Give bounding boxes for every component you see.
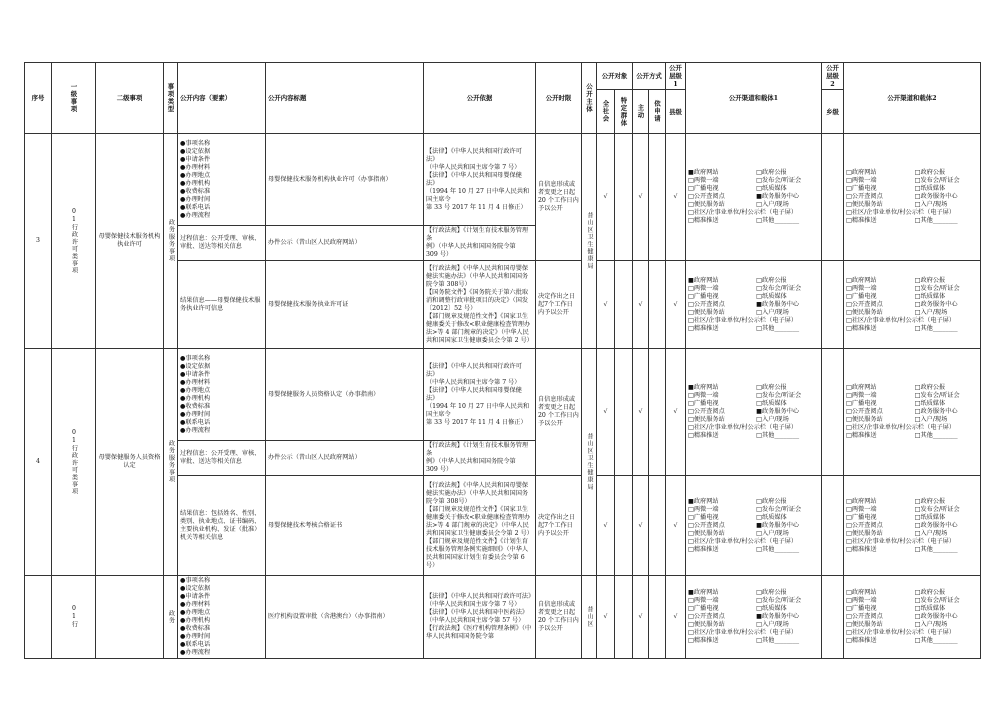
channel-option: □广播电视 xyxy=(846,513,877,521)
bullet-item: ●办理机构 xyxy=(180,394,211,402)
content-bullets-cell xyxy=(178,576,266,659)
check-specific xyxy=(615,134,633,261)
channel-option xyxy=(915,317,978,325)
channel-option: □纸质媒体 xyxy=(914,605,946,612)
check-county: √ xyxy=(666,349,686,476)
channel-option: □其他________ xyxy=(914,637,958,644)
channel-checklist xyxy=(846,589,978,645)
channel-option: □政府网站 xyxy=(846,589,877,596)
channel-option: □政府网站 xyxy=(846,276,877,284)
check-request xyxy=(649,576,666,659)
channel-checklist xyxy=(688,277,819,333)
level2-cell: 母婴保健服务人员资格认定 xyxy=(96,349,164,576)
seq-cell xyxy=(25,576,52,659)
channel-option: □公开查阅点 xyxy=(688,408,725,415)
header-audience-specific: 特定群体 xyxy=(615,90,633,134)
channel-option: □政府网站 xyxy=(846,169,877,176)
bullet-item: ●收费标准 xyxy=(180,187,211,195)
check-county: √ xyxy=(666,261,686,349)
bullet-item: ●办理机构 xyxy=(180,617,211,624)
check-all: √ xyxy=(597,576,615,659)
bullet-item: ●申请条件 xyxy=(180,155,211,163)
channel-option: □公开查阅点 xyxy=(688,613,725,620)
bullet-item: ●办理地点 xyxy=(180,609,211,616)
channels1-cell xyxy=(686,476,822,576)
channel-option: □入户/现场 xyxy=(914,621,948,628)
channel-option xyxy=(915,424,978,432)
channel-checklist xyxy=(688,384,819,440)
header-item-type: 事项类型 xyxy=(164,63,178,134)
item-type-cell: 政务服务事项 xyxy=(164,349,178,576)
channel-option: □政务服务中心 xyxy=(914,300,958,308)
content-cell: 结果信息：包括姓名、性别、类别、执业地点、证书编码、主要执业机构、发证（批准）机关等相关信息 xyxy=(178,476,266,576)
check-request xyxy=(649,349,666,476)
check-active: √ xyxy=(633,576,649,659)
channel-checklist xyxy=(688,169,819,225)
channels2-cell xyxy=(844,349,981,476)
channel-option: □社区/企事业单位/村公示栏（电子屏） xyxy=(846,629,956,636)
content-title-cell: 母婴保健技术服务机构执业许可（办事指南） xyxy=(266,134,424,226)
bullet-item: ●设定依据 xyxy=(180,362,211,370)
header-tier2: 公开层级2 xyxy=(822,63,844,90)
bullet-item: ●办理地点 xyxy=(180,171,211,179)
channel-option: □公开查阅点 xyxy=(846,300,883,308)
period-cell: 决定作出之日起7个工作日内予以公开 xyxy=(536,476,582,576)
channel-option: □公开查阅点 xyxy=(688,521,725,529)
bullet-item: ●办理时间 xyxy=(180,410,211,418)
channel-checklist xyxy=(846,169,978,225)
content-title-cell: 医疗机构设置审批（含港澳台）（办事指南） xyxy=(266,576,424,659)
channel-option: □发布会/听证会 xyxy=(756,392,802,399)
bullet-item: ●办理地点 xyxy=(180,386,211,394)
table-row xyxy=(25,134,981,226)
channel-option: □入户/现场 xyxy=(756,529,789,537)
bullet-item: ●办理时间 xyxy=(180,633,211,640)
check-specific xyxy=(615,576,633,659)
check-active: √ xyxy=(633,261,649,349)
channel-option xyxy=(756,317,819,325)
channel-option: □社区/企事业单位/村公示栏（电子屏） xyxy=(688,316,798,324)
channel-option xyxy=(756,424,819,432)
channel-option: □广播电视 xyxy=(846,605,877,612)
channel-option: □政府公报 xyxy=(914,589,946,596)
channel-option: □政务服务中心 xyxy=(914,613,958,620)
header-subject: 公开主体 xyxy=(582,63,597,134)
header-content: 公开内容（要素） xyxy=(178,63,266,134)
header-tier1-county: 县级 xyxy=(666,90,686,134)
content-title-cell: 母婴保健服务人员资格认定（办事指南） xyxy=(266,349,424,441)
channel-option: □精准推送 xyxy=(846,637,877,644)
channel-option: □其他________ xyxy=(756,432,800,439)
item-type-cell: 政务 xyxy=(164,576,178,659)
content-bullets-cell xyxy=(178,349,266,441)
table-row xyxy=(25,576,981,659)
header-tier1: 公开层级1 xyxy=(666,63,686,90)
bullet-list xyxy=(180,140,263,220)
check-specific xyxy=(615,349,633,476)
bullet-item: ●事项名称 xyxy=(180,354,211,362)
channel-option xyxy=(915,538,978,546)
basis-cell: 【行政法规】《中华人民共和国母婴保健法实施办法》（中华人民共和国国务院令第 308号） 【国务院文件】《国务院关于第六批取消和调整行政审批项目的决定》（国发〔2012〕52 号） 【部门规章及规范性文件】《国家卫生健康委关于修改<职业健康检查管理办法>等 4 部门规章的决定》（中华人民共和国国家卫生健康委员会令第 2 号） xyxy=(424,261,536,349)
channel-option: □社区/企事业单位/村公示栏（电子屏） xyxy=(688,424,798,431)
channel-option: ■政府网站 xyxy=(688,589,719,596)
channel-option: □入户/现场 xyxy=(914,201,948,208)
channel-option: □纸质媒体 xyxy=(756,605,787,612)
table-body xyxy=(25,134,981,659)
channels1-cell xyxy=(686,261,822,349)
level1-cell: 01行政许可类事项 xyxy=(52,134,96,349)
channel-option: □政府公报 xyxy=(756,497,787,505)
channel-option: □发布会/听证会 xyxy=(914,597,960,604)
channel-option: □精准推送 xyxy=(688,432,719,439)
channels2-cell xyxy=(844,261,981,349)
channel-option: □广播电视 xyxy=(846,292,877,300)
channel-option: □发布会/听证会 xyxy=(756,597,802,604)
channels1-cell xyxy=(686,576,822,659)
bullet-list xyxy=(180,577,263,657)
channel-option: □便民服务站 xyxy=(846,529,883,537)
channel-option: □两微一端 xyxy=(846,597,877,604)
channels1-cell xyxy=(686,134,822,261)
channel-checklist xyxy=(688,498,819,554)
channel-option: □纸质媒体 xyxy=(756,400,787,407)
channel-option: □社区/企事业单位/村公示栏（电子屏） xyxy=(846,537,956,545)
content-title-cell: 母婴保健技术服务执业许可证 xyxy=(266,261,424,349)
channel-option: □社区/企事业单位/村公示栏（电子屏） xyxy=(846,209,956,216)
channel-option: □其他________ xyxy=(756,545,800,553)
header-basis: 公开依据 xyxy=(424,63,536,134)
basis-cell: 【行政法规】《中华人民共和国母婴保健法实施办法》（中华人民共和国国务院令第 308号） 【部门规章及规范性文件】《国家卫生健康委关于修改<职业健康检查管理办法>等 4 部门规章的决定》（中华人民共和国国家卫生健康委员会令第 2 号） 【部门规章及规范性文件】《计划生育技术服务管理条例实施细则》（中华人民共和国国家计划生育委员会令第 6 号） xyxy=(424,476,536,576)
channel-option: □公开查阅点 xyxy=(846,521,883,529)
channel-option: □便民服务站 xyxy=(846,416,883,423)
channel-option: ■政府网站 xyxy=(688,384,719,391)
channel-option: □广播电视 xyxy=(688,513,719,521)
check-active: √ xyxy=(633,349,649,476)
header-tier2-town: 乡级 xyxy=(822,90,844,134)
channel-checklist xyxy=(846,277,978,333)
channel-option: □便民服务站 xyxy=(688,621,725,628)
seq-cell: 3 xyxy=(25,134,52,349)
check-town xyxy=(822,476,844,576)
channel-option: □其他________ xyxy=(914,545,958,553)
header-level1: 一级事项 xyxy=(52,63,96,134)
channel-option: □纸质媒体 xyxy=(914,513,946,521)
channel-option: □其他________ xyxy=(914,432,958,439)
channel-option: □两微一端 xyxy=(846,284,877,292)
bullet-item: ●联系电话 xyxy=(180,418,211,426)
channel-option: □社区/企事业单位/村公示栏（电子屏） xyxy=(688,209,798,216)
channel-option xyxy=(915,629,978,637)
channel-option: □纸质媒体 xyxy=(756,185,787,192)
channel-option: □发布会/听证会 xyxy=(914,284,960,292)
check-town xyxy=(822,261,844,349)
bullet-item: ●办理机构 xyxy=(180,179,211,187)
channel-option: □便民服务站 xyxy=(846,308,883,316)
level2-cell: 母婴保健技术服务机构执业许可 xyxy=(96,134,164,349)
bullet-item: ●设定依据 xyxy=(180,585,211,592)
check-all: √ xyxy=(597,134,615,261)
channel-option: □精准推送 xyxy=(846,432,877,439)
channel-option: □便民服务站 xyxy=(688,529,725,537)
channel-option: □其他________ xyxy=(756,324,800,332)
check-town xyxy=(822,134,844,261)
content-cell: 过程信息：公开受理、审核、审批、送达等相关信息 xyxy=(178,226,266,261)
channel-option: □政府公报 xyxy=(914,169,946,176)
channel-option: □入户/现场 xyxy=(914,416,948,423)
channel-option: ■政务服务中心 xyxy=(756,521,800,529)
bullet-item: ●事项名称 xyxy=(180,139,211,147)
bullet-item: ●申请条件 xyxy=(180,370,211,378)
bullet-item: ●联系电话 xyxy=(180,203,211,211)
channels1-cell xyxy=(686,349,822,476)
channel-option: □便民服务站 xyxy=(846,201,883,208)
header-level2: 二级事项 xyxy=(96,63,164,134)
channel-option: □两微一端 xyxy=(846,392,877,399)
channel-option: ■政务服务中心 xyxy=(756,193,800,200)
channel-option: □两微一端 xyxy=(688,177,719,184)
channel-option: □便民服务站 xyxy=(688,308,725,316)
bullet-item: ●办理材料 xyxy=(180,601,211,608)
basis-cell: 【法律】《中华人民共和国行政许可法》 （中华人民共和国主席令第 7 号） 【法律】《中华人民共和国母婴保健法》 （1994 年 10 月 27 日中华人民共和国主席令 第 33 号 2017 年 11 月 4 日修正） xyxy=(424,349,536,441)
check-active: √ xyxy=(633,476,649,576)
content-title-cell: 母婴保健技术考核合格证书 xyxy=(266,476,424,576)
bullet-item: ●联系电话 xyxy=(180,641,211,648)
channel-option: □政府公报 xyxy=(914,497,946,505)
channel-option: □公开查阅点 xyxy=(846,613,883,620)
channel-option xyxy=(756,538,819,546)
bullet-item: ●办理材料 xyxy=(180,163,211,171)
check-request xyxy=(649,261,666,349)
channel-option: □入户/现场 xyxy=(756,416,789,423)
channel-option: □政府公报 xyxy=(756,589,787,596)
check-request xyxy=(649,476,666,576)
disclosure-standard-table xyxy=(24,62,981,659)
channel-option: □精准推送 xyxy=(846,545,877,553)
header-channels2: 公开渠道和载体2 xyxy=(844,63,981,134)
channel-option: ■政府网站 xyxy=(688,497,719,505)
basis-cell: 【行政法规】《计划生育技术服务管理条 例》（中华人民共和国国务院令第 309 号） xyxy=(424,441,536,476)
channel-option: □入户/现场 xyxy=(756,621,789,628)
channel-option: □发布会/听证会 xyxy=(914,505,960,513)
channel-option: □两微一端 xyxy=(846,505,877,513)
channel-option: ■政府网站 xyxy=(688,169,719,176)
check-all: √ xyxy=(597,349,615,476)
bullet-item: ●收费标准 xyxy=(180,402,211,410)
channel-option: □精准推送 xyxy=(688,324,719,332)
header-content-title: 公开内容标题 xyxy=(266,63,424,134)
period-cell: 自信息形成或者变更之日起 20 个工作日内予以公开 xyxy=(536,349,582,476)
channel-option: □其他________ xyxy=(756,217,800,224)
channel-option: □政务服务中心 xyxy=(914,193,958,200)
basis-cell: 【行政法规】《计划生育技术服务管理条 例》（中华人民共和国国务院令第 309 号） xyxy=(424,226,536,261)
channel-option: □入户/现场 xyxy=(756,201,789,208)
channel-option: ■政府网站 xyxy=(688,276,719,284)
header-method: 公开方式 xyxy=(633,63,666,90)
check-specific xyxy=(615,261,633,349)
channel-option: □广播电视 xyxy=(846,185,877,192)
channel-option: □政府公报 xyxy=(756,169,787,176)
check-active: √ xyxy=(633,134,649,261)
channel-option: ■政务服务中心 xyxy=(756,300,800,308)
channel-option: □其他________ xyxy=(756,637,800,644)
channel-option: □精准推送 xyxy=(688,545,719,553)
channel-option: □便民服务站 xyxy=(688,416,725,423)
check-county: √ xyxy=(666,476,686,576)
item-type-cell: 政务服务事项 xyxy=(164,134,178,349)
channel-option: □纸质媒体 xyxy=(914,185,946,192)
channel-option: ■政务服务中心 xyxy=(756,613,800,620)
channel-option: □广播电视 xyxy=(688,400,719,407)
content-title-cell: 办件公示（昔山区人民政府网站） xyxy=(266,441,424,476)
check-county: √ xyxy=(666,576,686,659)
basis-cell: 【法律】《中华人民共和国行政许可法》 （中华人民共和国主席令第 7 号） 【法律】《中华人民共和国母婴保健法》 （1994 年 10 月 27 日中华人民共和国主席令 第 33 号 2017 年 11 月 4 日修正） xyxy=(424,134,536,226)
channel-option: □发布会/听证会 xyxy=(914,177,960,184)
channel-option: □公开查阅点 xyxy=(846,193,883,200)
channel-option: □社区/企事业单位/村公示栏（电子屏） xyxy=(846,316,956,324)
check-request xyxy=(649,134,666,261)
channel-option: □政务服务中心 xyxy=(914,521,958,529)
content-bullets-cell xyxy=(178,134,266,226)
channel-checklist xyxy=(688,589,819,645)
channel-option: □入户/现场 xyxy=(756,308,789,316)
level1-cell: 01行政许可类事项 xyxy=(52,349,96,576)
channel-option: □政务服务中心 xyxy=(914,408,958,415)
bullet-item: ●办理流程 xyxy=(180,211,211,219)
channel-option: □精准推送 xyxy=(688,217,719,224)
channel-option xyxy=(915,209,978,217)
channel-option: □纸质媒体 xyxy=(914,400,946,407)
seq-cell: 4 xyxy=(25,349,52,576)
channel-option: □发布会/听证会 xyxy=(756,177,802,184)
header-audience: 公开对象 xyxy=(597,63,633,90)
header-period: 公开时限 xyxy=(536,63,582,134)
bullet-item: ●办理材料 xyxy=(180,378,211,386)
channel-option: □入户/现场 xyxy=(914,308,948,316)
content-cell: 结果信息——母婴保健技术服务执业许可信息 xyxy=(178,261,266,349)
content-cell: 过程信息：公开受理、审核、审批、送达等相关信息 xyxy=(178,441,266,476)
period-cell: 自信息形成或者变更之日起 20 个工作日内予以公开 xyxy=(536,134,582,261)
channel-option: □其他________ xyxy=(914,217,958,224)
subject-cell: 昔山区卫生健康局 xyxy=(582,134,597,349)
channel-checklist xyxy=(846,498,978,554)
channel-option: □两微一端 xyxy=(688,505,719,513)
subject-cell: 昔山区卫生健康局 xyxy=(582,349,597,576)
channel-option: □便民服务站 xyxy=(688,201,725,208)
channel-option: □公开查阅点 xyxy=(688,193,725,200)
channel-option: □广播电视 xyxy=(688,185,719,192)
period-cell: 自信息形成或者变更之日起 20 个工作日内予以公开 xyxy=(536,576,582,659)
channel-option: □广播电视 xyxy=(688,292,719,300)
channel-option: □便民服务站 xyxy=(846,621,883,628)
channel-option: □社区/企事业单位/村公示栏（电子屏） xyxy=(846,424,956,431)
check-town xyxy=(822,576,844,659)
channel-option: □两微一端 xyxy=(688,392,719,399)
subject-cell: 昔山区 xyxy=(582,576,597,659)
channel-option: □其他________ xyxy=(914,324,958,332)
channel-option: □纸质媒体 xyxy=(756,513,787,521)
channel-option: ■政务服务中心 xyxy=(756,408,800,415)
channel-option: □两微一端 xyxy=(846,177,877,184)
channel-option: □公开查阅点 xyxy=(688,300,725,308)
channel-checklist xyxy=(846,384,978,440)
check-all: √ xyxy=(597,476,615,576)
channel-option: □纸质媒体 xyxy=(756,292,787,300)
channel-option: □社区/企事业单位/村公示栏（电子屏） xyxy=(688,537,798,545)
channel-option: □政府公报 xyxy=(756,276,787,284)
check-all: √ xyxy=(597,261,615,349)
bullet-item: ●办理流程 xyxy=(180,426,211,434)
level1-cell: 01行 xyxy=(52,576,96,659)
channel-option: □精准推送 xyxy=(846,217,877,224)
header-channels1: 公开渠道和载体1 xyxy=(686,63,822,134)
table-row xyxy=(25,349,981,441)
channel-option: □两微一端 xyxy=(688,597,719,604)
channel-option: □发布会/听证会 xyxy=(756,284,802,292)
channel-option: □纸质媒体 xyxy=(914,292,946,300)
header-method-active: 主动 xyxy=(633,90,649,134)
channel-option: □两微一端 xyxy=(688,284,719,292)
channel-option: □社区/企事业单位/村公示栏（电子屏） xyxy=(688,629,798,636)
channels2-cell xyxy=(844,134,981,261)
channel-option: □发布会/听证会 xyxy=(756,505,802,513)
channel-option xyxy=(756,629,819,637)
bullet-item: ●收费标准 xyxy=(180,625,211,632)
bullet-list xyxy=(180,355,263,435)
basis-cell: 【法律】《中华人民共和国行政许可法》（中华人民共和国主席令第 7 号） 【法律】《中华人民共和国中医药法》（中华人民共和国主席令第 57 号） 【行政法规】《医疗机构管理条例》（中华人民共和国国务院令第 xyxy=(424,576,536,659)
channel-option: □政府网站 xyxy=(846,497,877,505)
check-town xyxy=(822,349,844,476)
content-title-cell: 办件公示（昔山区人民政府网站） xyxy=(266,226,424,261)
channel-option: □精准推送 xyxy=(846,324,877,332)
period-cell: 决定作出之日起7个工作日内予以公开 xyxy=(536,261,582,349)
channel-option: □广播电视 xyxy=(688,605,719,612)
channel-option: □精准推送 xyxy=(688,637,719,644)
channel-option: □政府公报 xyxy=(756,384,787,391)
bullet-item: ●申请条件 xyxy=(180,593,211,600)
header-method-request: 依申请 xyxy=(649,90,666,134)
channel-option: □公开查阅点 xyxy=(846,408,883,415)
bullet-item: ●事项名称 xyxy=(180,577,211,584)
bullet-item: ●办理流程 xyxy=(180,649,211,656)
channel-option: □发布会/听证会 xyxy=(914,392,960,399)
check-specific xyxy=(615,476,633,576)
header-seq: 序号 xyxy=(25,63,52,134)
table-header xyxy=(25,63,981,134)
channel-option: □政府公报 xyxy=(914,276,946,284)
level2-cell xyxy=(96,576,164,659)
channel-option: □入户/现场 xyxy=(914,529,948,537)
channel-option: □政府网站 xyxy=(846,384,877,391)
channel-option: □政府公报 xyxy=(914,384,946,391)
channel-option xyxy=(756,209,819,217)
bullet-item: ●设定依据 xyxy=(180,147,211,155)
check-county: √ xyxy=(666,134,686,261)
channels2-cell xyxy=(844,476,981,576)
channel-option: □广播电视 xyxy=(846,400,877,407)
channels2-cell xyxy=(844,576,981,659)
header-audience-all: 全社会 xyxy=(597,90,615,134)
bullet-item: ●办理时间 xyxy=(180,195,211,203)
